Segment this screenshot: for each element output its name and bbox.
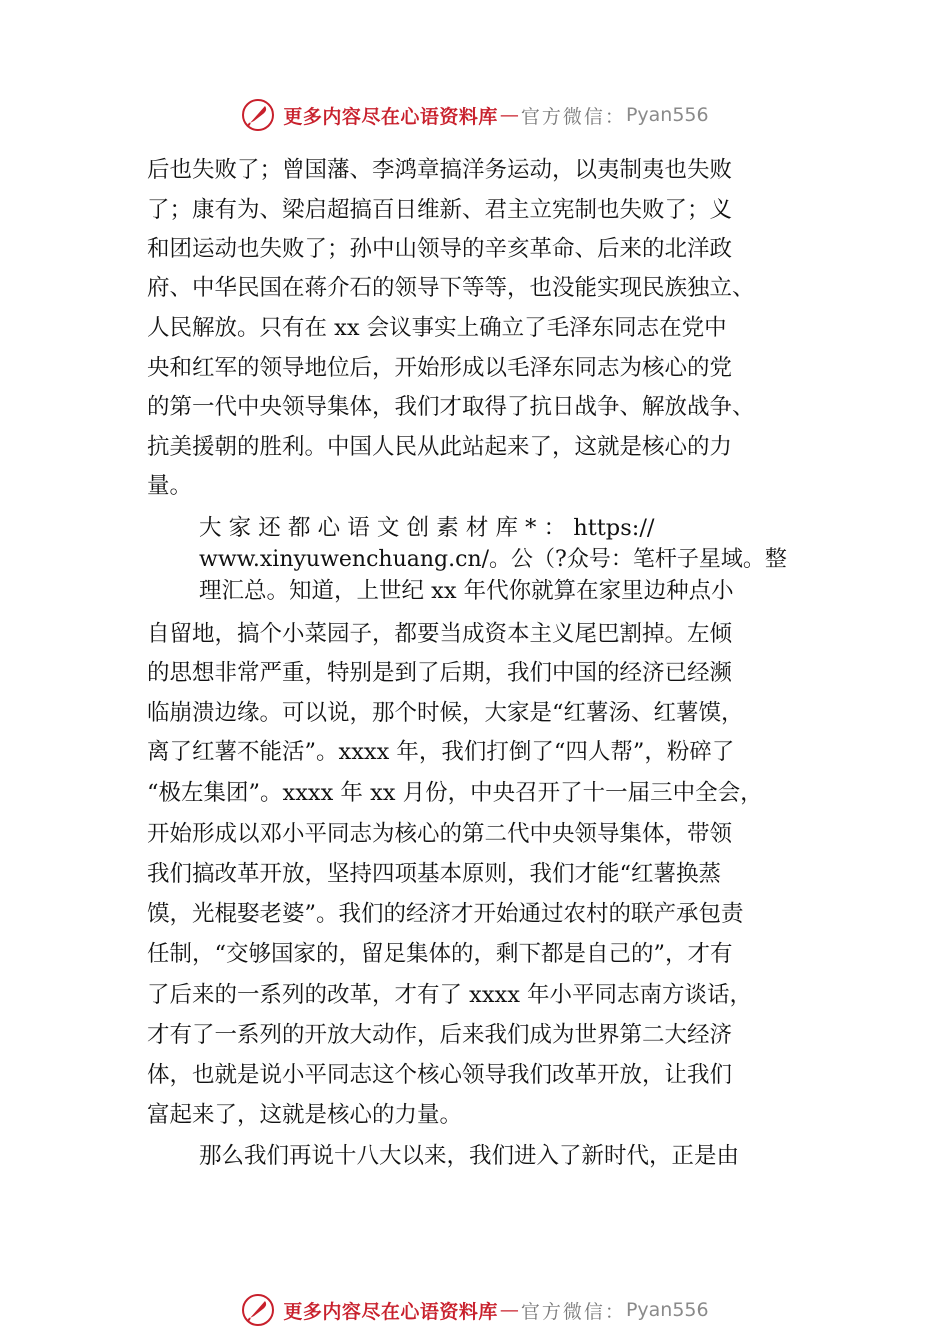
banner-title: 更多内容尽在心语资料库 [283,1300,498,1323]
footer-banner [0,1290,950,1330]
text-line: 理汇总。知道，上世纪 xx 年代你就算在家里边种点小 [199,578,734,604]
text-line: 了后来的一系列的改革，才有了 xxxx 年小平同志南方谈话， [147,982,753,1008]
text-line: 开始形成以邓小平同志为核心的第二代中央领导集体，带领 [147,821,733,847]
text-line: 后也失败了；曾国藩、李鸿章搞洋务运动，以夷制夷也失败 [147,157,733,183]
text-line: 大 家 还 都 心 语 文 创 素 材 库 * ： https:// [199,515,655,541]
banner-wechat-id: Pyan556 [625,104,709,126]
text-line: 抗美援朝的胜利。中国人民从此站起来了，这就是核心的力 [147,434,733,460]
text-line: 的第一代中央领导集体，我们才取得了抗日战争、解放战争、 [147,394,755,420]
text-line: 体，也就是说小平同志这个核心领导我们改革开放，让我们 [147,1062,733,1088]
text-line: 央和红军的领导地位后，开始形成以毛泽东同志为核心的党 [147,355,733,381]
text-line: www.xinyuwenchuang.cn/。公（?众号：笔杆子星域。整 [199,547,787,572]
text-line: 富起来了，这就是核心的力量。 [147,1102,463,1128]
text-line: 我们搞改革开放，坚持四项基本原则，我们才能“红薯换蒸 [147,861,722,887]
banner-wechat-label: 官方微信： [520,105,626,128]
text-line: 馍，光棍娶老婆”。我们的经济才开始通过农村的联产承包责 [147,901,744,927]
header-banner [0,95,950,135]
text-line: 临崩溃边缘。可以说，那个时候，大家是“红薯汤、红薯馍， [147,700,744,726]
text-line: 离了红薯不能活”。xxxx 年，我们打倒了“四人帮”，粉碎了 [147,739,735,765]
text-line: 自留地，搞个小菜园子，都要当成资本主义尾巴割掉。左倾 [147,621,733,647]
text-line: 量。 [147,473,193,499]
text-line: 任制，“交够国家的，留足集体的，剩下都是自己的”，才有 [147,941,733,967]
text-line: 才有了一系列的开放大动作，后来我们成为世界第二大经济 [147,1022,733,1048]
banner-title: 更多内容尽在心语资料库 [283,105,498,128]
banner-dash: — [499,1299,519,1321]
banner-wechat-label: 官方微信： [520,1300,626,1323]
quill-logo-icon [241,98,275,132]
text-line: 了；康有为、梁启超搞百日维新、君主立宪制也失败了；义 [147,197,733,223]
quill-logo-icon [241,1293,275,1327]
text-line: 人民解放。只有在 xx 会议事实上确立了毛泽东同志在党中 [147,315,727,341]
banner-wechat-id: Pyan556 [625,1299,709,1321]
text-line: 的思想非常严重，特别是到了后期，我们中国的经济已经濒 [147,660,733,686]
text-line: 和团运动也失败了；孙中山领导的辛亥革命、后来的北洋政 [147,236,733,262]
text-line: 那么我们再说十八大以来，我们进入了新时代，正是由 [199,1143,740,1169]
text-line: 府、中华民国在蒋介石的领导下等等，也没能实现民族独立、 [147,275,755,301]
text-line: “极左集团”。xxxx 年 xx 月份，中央召开了十一届三中全会， [147,780,763,806]
banner-dash: — [499,104,519,126]
